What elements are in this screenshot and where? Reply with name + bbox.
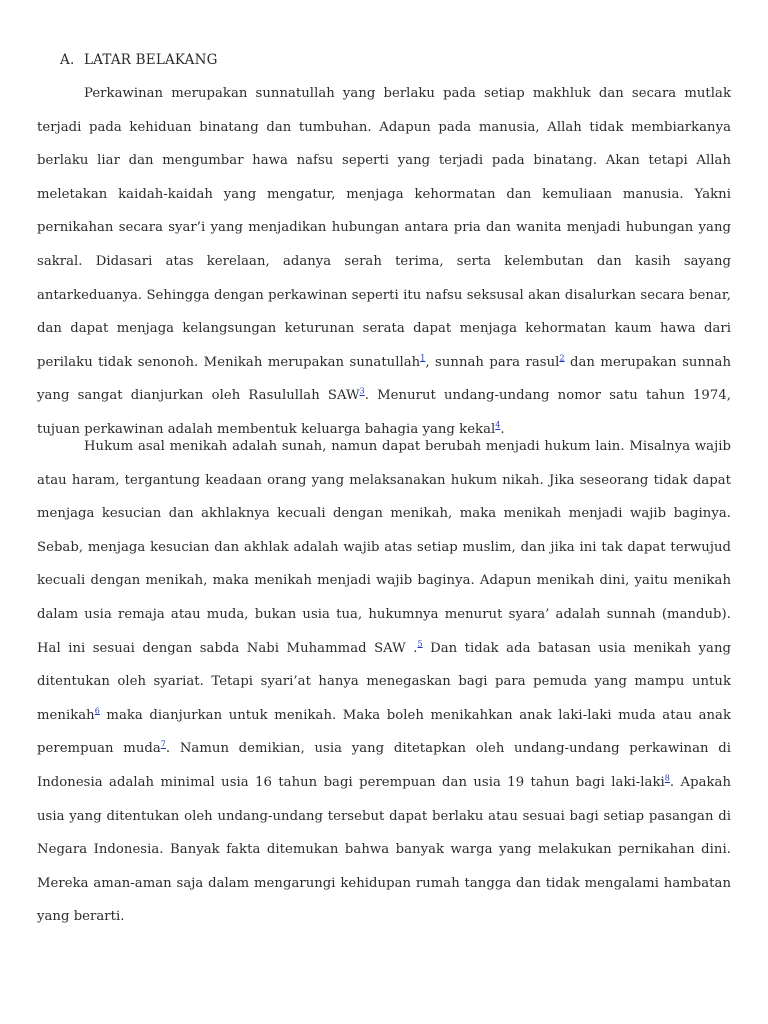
section-heading xyxy=(60,52,218,68)
paragraph-1-text-5: . xyxy=(500,421,505,437)
footnote-link-6[interactable]: 6 xyxy=(94,706,100,716)
paragraph-2-text-4: . Namun demikian, usia yang ditetapkan oleh undang-undang perkawinan di Indonesia adalah minimal usia 16 tahun bagi perempuan dan usia 19 tahun bagi laki-laki xyxy=(37,741,731,790)
section-title: LATAR BELAKANG xyxy=(84,52,218,68)
paragraph-2-text-1: Hukum asal menikah adalah sunah, namun dapat berubah menjadi hukum lain. Misalnya wajib atau haram, tergantung keadaan orang yang melaksanakan hukum nikah. Jika seseorang tidak dapat menjaga kesucian dan akhlaknya kecuali dengan menikah, maka menikah menjadi wajib baginya. Sebab, menjaga kesucian dan akhlak adalah wajib atas setiap muslim, dan jika ini tak dapat terwujud kecuali dengan menikah, maka menikah menjadi wajib baginya. Adapun menikah dini, yaitu menikah dalam usia remaja atau muda, bukan usia tua, hukumnya menurut syara’ adalah sunnah (mandub). Hal ini sesuai dengan sabda Nabi Muhammad SAW . xyxy=(37,439,731,656)
footnote-link-2[interactable]: 2 xyxy=(559,353,565,363)
paragraph-1-text-1: Perkawinan merupakan sunnatullah yang berlaku pada setiap makhluk dan secara mutlak terjadi pada kehiduan binatang dan tumbuhan. Adapun pada manusia, Allah tidak membiarkanya berlaku liar dan mengumbar hawa nafsu seperti yang terjadi pada binatang. Akan tetapi Allah meletakan kaidah-kaidah yang mengatur, menjaga kehormatan dan kemuliaan manusia. Yakni pernikahan secara syar’i yang menjadikan hubungan antara pria dan wanita menjadi hubungan yang sakral. Didasari atas kerelaan, adanya serah terima, serta kelembutan dan kasih sayang antarkeduanya. Sehingga dengan perkawinan seperti itu nafsu seksusal akan disalurkan secara benar, dan dapat menjaga kelangsungan keturunan serata dapat menjaga kehormatan kaum hawa dari perilaku tidak senonoh. Menikah merupakan sunatullah xyxy=(37,86,731,370)
paragraph-2 xyxy=(37,430,731,934)
paragraph-2-text-3: maka dianjurkan untuk menikah. Maka boleh menikahkan anak laki-laki muda atau anak perempuan muda xyxy=(37,707,731,757)
paragraph-2-text-2: Dan tidak ada batasan usia menikah yang ditentukan oleh syariat. Tetapi syari’at hanya menegaskan bagi para pemuda yang mampu untuk menikah xyxy=(37,640,731,723)
footnote-link-3[interactable]: 3 xyxy=(359,386,365,396)
paragraph-1-text-4: . Menurut undang-undang nomor satu tahun 1974, tujuan perkawinan adalah membentuk keluarga bahagia yang kekal xyxy=(37,388,731,437)
paragraph-2-text-5: . Apakah usia yang ditentukan oleh undang-undang tersebut dapat berlaku atau sesuai bagi setiap pasangan di Negara Indonesia. Banyak fakta ditemukan bahwa banyak warga yang melakukan pernikahan dini. Mereka aman-aman saja dalam mengarungi kehidupan rumah tangga dan tidak mengalami hambatan yang berarti. xyxy=(37,774,731,925)
footnote-link-8[interactable]: 8 xyxy=(664,773,670,783)
footnote-link-7[interactable]: 7 xyxy=(160,739,166,749)
footnote-link-1[interactable]: 1 xyxy=(420,353,426,363)
section-number: A. xyxy=(60,52,75,68)
paragraph-1 xyxy=(37,77,731,447)
footnote-link-4[interactable]: 4 xyxy=(495,420,501,430)
paragraph-1-text-2: , sunnah para rasul xyxy=(425,354,560,370)
footnote-link-5[interactable]: 5 xyxy=(417,639,423,649)
paragraph-1-text-3: dan merupakan sunnah yang sangat dianjurkan oleh Rasulullah SAW xyxy=(37,354,731,404)
